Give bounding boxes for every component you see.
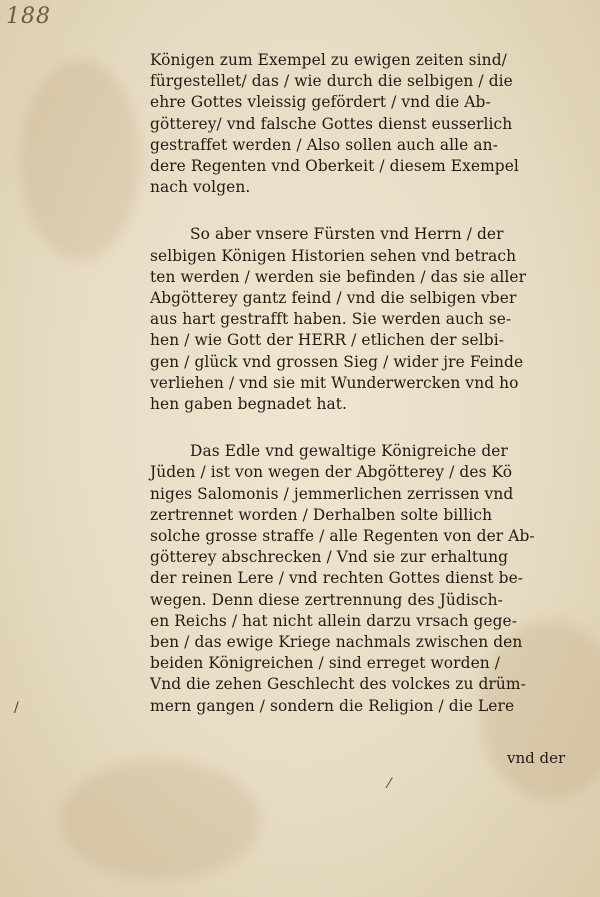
text-line: So aber vnsere Fürsten vnd Herrn / der	[190, 225, 504, 244]
text-line: götterey abschrecken / Vnd sie zur erhaltung	[150, 548, 509, 567]
text-line: mern gangen / sondern die Religion / die Lere	[150, 696, 515, 715]
paragraph-3	[150, 441, 595, 717]
text-line: niges Salomonis / jemmerlichen zerrissen vnd	[150, 484, 514, 503]
page-number: 188	[6, 4, 51, 29]
text-line: Vnd die zehen Geschlecht des volckes zu drüm-	[150, 675, 526, 694]
text-line: der reinen Lere / vnd rechten Gottes dienst be-	[150, 569, 524, 588]
margin-mark: /	[14, 700, 19, 716]
text-line: gestraffet werden / Also sollen auch alle an-	[150, 135, 498, 154]
text-line: götterey/ vnd falsche Gottes dienst eusserlich	[150, 114, 513, 133]
text-line: solche grosse straffe / alle Regenten von der Ab-	[150, 527, 535, 546]
text-line: Das Edle vnd gewaltige Königreiche der	[190, 442, 508, 461]
text-line: Abgötterey gantz feind / vnd die selbigen vber	[150, 289, 517, 308]
text-line: Jüden / ist von wegen der Abgötterey / des Kö	[150, 463, 513, 482]
catchword: vnd der	[507, 749, 566, 767]
text-line: ten werden / werden sie befinden / das sie aller	[150, 267, 527, 286]
text-line: aus hart gestrafft haben. Sie werden auch se-	[150, 310, 512, 329]
paper-stain	[60, 760, 260, 880]
text-line: wegen. Denn diese zertrennung des Jüdisch-	[150, 590, 503, 609]
text-line: en Reichs / hat nicht allein darzu vrsach gege-	[150, 611, 518, 630]
text-line: dere Regenten vnd Oberkeit / diesem Exempel	[150, 157, 519, 176]
text-line: ben / das ewige Kriege nachmals zwischen den	[150, 633, 523, 652]
paper-stain	[20, 60, 140, 260]
text-line: zertrennet worden / Derhalben solte billich	[150, 505, 493, 524]
text-line: gen / glück vnd grossen Sieg / wider jre Feinde	[150, 352, 524, 371]
text-line: Königen zum Exempel zu ewigen zeiten sind/	[150, 51, 507, 69]
text-line: beiden Königreichen / sind erreget worden /	[150, 654, 501, 673]
text-line: hen gaben begnadet hat.	[150, 395, 348, 414]
body-text	[150, 50, 595, 717]
text-line: verliehen / vnd sie mit Wunderwercken vnd ho	[150, 373, 519, 392]
text-line: hen / wie Gott der HERR / etlichen der selbi-	[150, 331, 505, 350]
text-line: selbigen Königen Historien sehen vnd betrach	[150, 246, 517, 265]
text-line: ehre Gottes vleissig gefördert / vnd die Ab-	[150, 93, 491, 112]
text-line: fürgestellet/ das / wie durch die selbigen / die	[150, 72, 513, 91]
text-line: nach volgen.	[150, 178, 251, 197]
ink-mark: ⁄	[388, 776, 391, 792]
paragraph-1	[150, 50, 595, 198]
paragraph-2	[150, 224, 595, 415]
